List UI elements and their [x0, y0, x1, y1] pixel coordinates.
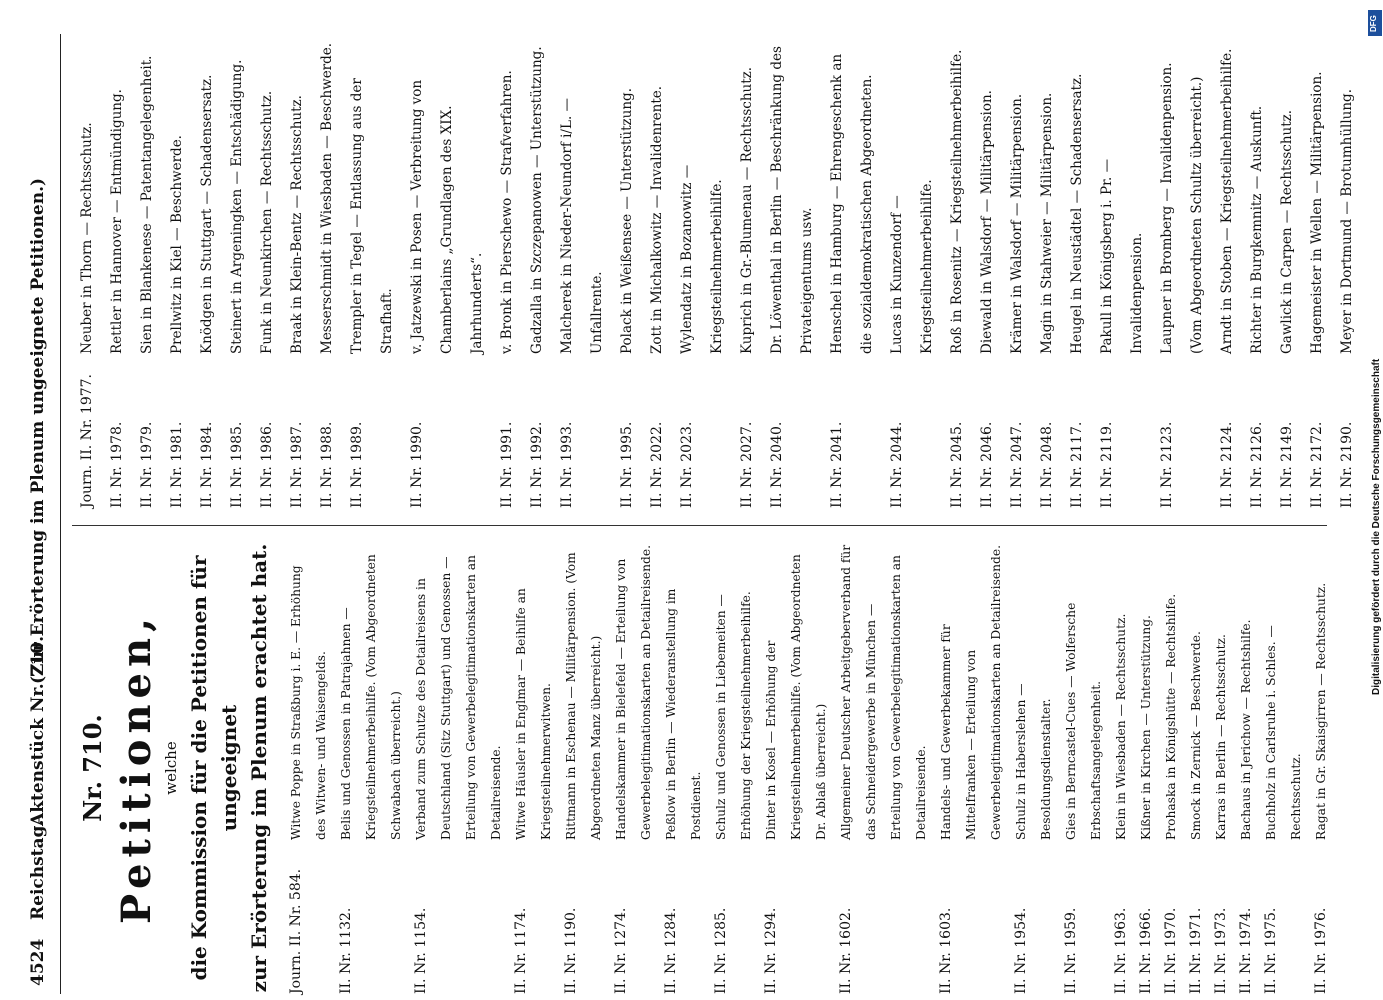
petition-entry [252, 34, 282, 508]
petition-reference: II. Nr. 2124. [1219, 421, 1235, 508]
petition-entry [1209, 542, 1234, 994]
petition-text: Belis und Genossen in Patrajahnen — Kriegsteilnehmerbeihilfe. (Vom Abgeordneten Schwabach überreicht.) [339, 554, 403, 840]
petition-text: Laupner in Bromberg — Invalidenpension. (Vom Abgeordneten Schultz überreicht.) [1159, 62, 1205, 354]
petition-reference: II. Nr. 1966. [1138, 907, 1154, 994]
petition-text: Messerschmidt in Wiesbaden — Beschwerde. [319, 42, 335, 354]
petition-text: Gies in Berncastel-Cues — Wolfersche Erbschaftsangelegenheit. [1064, 602, 1103, 840]
petition-reference: II. Nr. 1995. [619, 421, 635, 508]
petition-reference: II. Nr. 1990. [409, 421, 425, 508]
petition-reference: II. Nr. 1991. [499, 421, 515, 508]
petition-entry [709, 542, 759, 994]
petition-text: Bachaus in Jerichow — Rechtshilfe. [1239, 619, 1253, 840]
petition-reference: II. Nr. 1973. [1213, 907, 1229, 994]
heading-line-1: die Kommission für die Petitionen für ungeeignet [187, 555, 241, 981]
petition-text: Prellwitz in Kiel — Beschwerde. [169, 135, 185, 354]
page-header [14, 34, 61, 994]
petition-reference: Journ. II. Nr. 1977. [79, 373, 95, 508]
petition-entry [1062, 34, 1092, 508]
petition-reference: II. Nr. 1976. [1313, 907, 1329, 994]
petition-text: Verband zum Schutze des Detailreisens in Deutschland (Sitz Stuttgart) und Genossen — Erteilung von Gewerbelegitimationskarten an Detailreisende. [414, 555, 503, 840]
petition-text: Wylendatz in Bozanowitz — Kriegsteilnehmerbeihilfe. [679, 164, 725, 354]
petition-entry [882, 34, 942, 508]
petition-entry [102, 34, 132, 508]
petition-entry [934, 542, 1009, 994]
petition-entry [312, 34, 342, 508]
left-column [72, 542, 1334, 994]
petition-text: Diewald in Walsdorf — Militärpension. [979, 90, 995, 354]
header-title: (Zur Erörterung im Plenum ungeeignete Petitionen.) [28, 177, 48, 684]
petition-entry [759, 542, 834, 994]
petition-text: Dr. Löwenthal in Berlin — Beschränkung des Privateigentums usw. [769, 46, 815, 354]
petition-text: Neuber in Thorn — Rechtsschutz. [79, 122, 95, 354]
petition-reference: II. Nr. 1993. [559, 421, 575, 508]
petition-reference: II. Nr. 1274. [613, 907, 629, 994]
petition-reference: II. Nr. 2190. [1339, 421, 1355, 508]
petition-reference: II. Nr. 2126. [1249, 421, 1265, 508]
heading-welche: welche [162, 741, 180, 795]
petition-reference: II. Nr. 1986. [259, 421, 275, 508]
petition-entry [1109, 542, 1134, 994]
petition-text: Karras in Berlin — Rechtsschutz. [1214, 634, 1228, 840]
petition-entry [222, 34, 252, 508]
petition-text: Kuprich in Gr.-Blumenau — Rechtsschutz. [739, 66, 755, 354]
petition-entry [402, 34, 492, 508]
petition-reference: II. Nr. 2119. [1099, 421, 1115, 508]
petition-entry [1212, 34, 1242, 508]
petition-text: Polack in Weißensee — Unterstützung. [619, 88, 635, 354]
petition-reference: II. Nr. 1963. [1113, 907, 1129, 994]
petition-reference: II. Nr. 1971. [1188, 907, 1204, 994]
petition-entry [492, 34, 522, 508]
petition-entry [552, 34, 612, 508]
petition-reference: II. Nr. 1992. [529, 421, 545, 508]
petition-entry [1259, 542, 1309, 994]
petition-reference: II. Nr. 1603. [938, 907, 954, 994]
petition-text: Kißner in Kirchen — Unterstützung. [1139, 615, 1153, 840]
petition-text: Rettler in Hannover — Entmündigung. [109, 89, 125, 354]
petition-reference: II. Nr. 1987. [289, 421, 305, 508]
petition-text: Lucas in Kunzendorf — Kriegsteilnehmerbeihilfe. [889, 179, 935, 354]
petition-text: Richter in Burgkemnitz — Auskunft. [1249, 105, 1265, 354]
petition-text: Trempler in Tegel — Entlassung aus der Strafhaft. [349, 78, 395, 354]
petition-text: Gawlick in Carpen — Rechtsschutz. [1279, 109, 1295, 354]
petition-reference: II. Nr. 1959. [1063, 907, 1079, 994]
credit-text: Digitalisierung gefördert durch die Deutsche Forschungsgemeinschaft [1371, 358, 1382, 695]
petition-reference: II. Nr. 2123. [1159, 421, 1175, 508]
petition-reference: II. Nr. 2022. [649, 421, 665, 508]
petition-entry [732, 34, 762, 508]
petition-text: Steinert in Argeningken — Entschädigung. [229, 59, 245, 354]
petition-text: Funk in Neunkirchen — Rechtsschutz. [259, 90, 275, 354]
petition-text: Schulz und Genossen in Liebemeiten — Erhöhung der Kriegsteilnehmerbeihilfe. [714, 591, 753, 840]
petition-entry [409, 542, 509, 994]
heading-line-2: zur Erörterung im Plenum erachtet hat. [247, 543, 271, 993]
petition-reference: II. Nr. 1979. [139, 421, 155, 508]
petition-reference: II. Nr. 2023. [679, 421, 695, 508]
petition-text: Meyer in Dortmund — Brotumhüllung. [1339, 89, 1355, 354]
petition-entry [672, 34, 732, 508]
heading-number: Nr. 710. [78, 714, 107, 822]
petition-reference: II. Nr. 1132. [338, 907, 354, 994]
petition-entry [1272, 34, 1302, 508]
petition-reference: II. Nr. 2040. [769, 421, 785, 508]
petition-entry [1242, 34, 1272, 508]
petition-reference: II. Nr. 1978. [109, 421, 125, 508]
petition-reference: Journ. II. Nr. 584. [288, 868, 304, 994]
petition-text: Knödgen in Stuttgart — Schadensersatz. [199, 74, 215, 354]
petition-text: Sien in Blankenese — Patentangelegenheit. [139, 55, 155, 354]
petition-text: Smock in Zernick — Beschwerde. [1189, 631, 1203, 840]
petition-text: Krämer in Walsdorf — Militärpension. [1009, 93, 1025, 354]
petition-reference: II. Nr. 1984. [199, 421, 215, 508]
petition-entry [162, 34, 192, 508]
petition-entry [132, 34, 162, 508]
petition-reference: II. Nr. 2048. [1039, 421, 1055, 508]
petition-reference: II. Nr. 1975. [1263, 907, 1279, 994]
petition-entry [192, 34, 222, 508]
petition-entry [1234, 542, 1259, 994]
petition-reference: II. Nr. 1970. [1163, 907, 1179, 994]
left-entry-list [284, 542, 1334, 994]
column-divider [72, 525, 1327, 526]
petition-text: Buchholz in Carlsruhe i. Schles. — Rechtsschutz. [1264, 625, 1303, 840]
petition-text: v. Jatzewski in Posen — Verbreitung von Chamberlains „Grundlagen des XIX. Jahrhunderts“. [409, 79, 485, 354]
petition-text: Peßlow in Berlin — Wiederanstellung im Postdienst. [664, 588, 703, 840]
petition-text: v. Bronk in Pierschewo — Strafverfahren. [499, 70, 515, 354]
petition-reference: II. Nr. 1154. [413, 907, 429, 994]
petition-text: Witwe Poppe in Straßburg i. E. — Erhöhung des Witwen- und Waisengelds. [289, 565, 328, 840]
section-heading [78, 542, 274, 994]
petition-reference: II. Nr. 2149. [1279, 421, 1295, 508]
petition-text: Rittmann in Eschenau — Militärpension. (Vom Abgeordneten Manz überreicht.) [564, 552, 603, 840]
petition-entry [972, 34, 1002, 508]
petition-entry [282, 34, 312, 508]
petition-reference: II. Nr. 1954. [1013, 907, 1029, 994]
petition-entry [1059, 542, 1109, 994]
petition-entry [612, 34, 642, 508]
petition-entry [609, 542, 659, 994]
header-reichstag: Reichstag. [28, 819, 48, 920]
petition-text: Hagemeister in Wellen — Militärpension. [1309, 71, 1325, 354]
petition-text: Ragat in Gr. Skaisgirren — Rechtsschutz. [1314, 582, 1328, 840]
petition-reference: II. Nr. 1602. [838, 907, 854, 994]
petition-reference: II. Nr. 1284. [663, 907, 679, 994]
petition-text: Handels- und Gewerbekammer für Mittelfranken — Erteilung von Gewerbelegitimationskarten an Detailreisende. [939, 545, 1003, 840]
petition-entry [834, 542, 934, 994]
petition-entry [659, 542, 709, 994]
right-entry-list [72, 34, 1362, 508]
petition-reference: II. Nr. 1985. [229, 421, 245, 508]
petition-text: Gadzalla in Szczepanowen — Unterstützung. [529, 46, 545, 354]
petition-entry [1302, 34, 1332, 508]
petition-entry [522, 34, 552, 508]
petition-reference: II. Nr. 1981. [169, 421, 185, 508]
petition-entry [1152, 34, 1212, 508]
petition-text: Braak in Klein-Bentz — Rechtsschutz. [289, 95, 305, 354]
petition-text: Roß in Rosenitz — Kriegsteilnehmerbeihilfe. [949, 49, 965, 354]
petition-entry [334, 542, 409, 994]
petition-reference: II. Nr. 1974. [1238, 907, 1254, 994]
petition-reference: II. Nr. 2047. [1009, 421, 1025, 508]
header-aktenstueck: Aktenstück Nr. 710. [28, 635, 48, 826]
petition-entry [1032, 34, 1062, 508]
petition-reference: II. Nr. 1174. [513, 907, 529, 994]
petition-entry [1134, 542, 1159, 994]
petition-reference: II. Nr. 1190. [563, 907, 579, 994]
petition-entry [1309, 542, 1334, 994]
petition-reference: II. Nr. 2027. [739, 421, 755, 508]
petition-entry [1009, 542, 1059, 994]
petition-entry [509, 542, 559, 994]
petition-entry [342, 34, 402, 508]
petition-entry [1184, 542, 1209, 994]
petition-text: Prohaska in Königshütte — Rechtshilfe. [1164, 593, 1178, 840]
petition-text: Pakull in Königsberg i. Pr. — Invalidenpension. [1099, 158, 1145, 354]
petition-text: Henschel in Hamburg — Ehrengeschenk an die sozialdemokratischen Abgeordneten. [829, 53, 875, 354]
petition-text: Magin in Stahweier — Militärpension. [1039, 92, 1055, 354]
petition-text: Arndt in Stoben — Kriegsteilnehmerbeihilfe. [1219, 48, 1235, 354]
petition-text: Dinter in Kosel — Erhöhung der Kriegsteilnehmerbeihilfe. (Vom Abgeordneten Dr. Ablaß überreicht.) [764, 554, 828, 840]
right-column [72, 34, 1362, 508]
petition-entry [942, 34, 972, 508]
petition-reference: II. Nr. 2117. [1069, 421, 1085, 508]
petition-entry [762, 34, 822, 508]
petition-text: Witwe Häusler in Englmar — Beihilfe an Kriegsteilnehmerwitwen. [514, 588, 553, 840]
heading-petitionen: Petitionen, [113, 612, 160, 925]
petition-reference: II. Nr. 1989. [349, 421, 365, 508]
petition-entry [284, 542, 334, 994]
petition-text: Allgemeiner Deutscher Arbeitgeberverband für das Schneidergewerbe in München — Erteilung von Gewerbelegitimationskarten an Detailreisende. [839, 544, 928, 840]
document-page [14, 34, 1380, 994]
petition-entry [1092, 34, 1152, 508]
petition-text: Heugel in Neustädtel — Schadensersatz. [1069, 73, 1085, 354]
petition-entry [642, 34, 672, 508]
petition-reference: II. Nr. 1294. [763, 907, 779, 994]
petition-entry [822, 34, 882, 508]
petition-entry [72, 34, 102, 508]
petition-entry [1159, 542, 1184, 994]
petition-text: Handelskammer in Bielefeld — Erteilung von Gewerbelegitimationskarten an Detailreisende. [614, 545, 653, 840]
petition-text: Zott in Michalkowitz — Invalidenrente. [649, 85, 665, 354]
petition-text: Klein in Wiesbaden — Rechtsschutz. [1114, 613, 1128, 840]
petition-entry [559, 542, 609, 994]
petition-reference: II. Nr. 2172. [1309, 421, 1325, 508]
petition-reference: II. Nr. 2046. [979, 421, 995, 508]
petition-text: Malcherek in Nieder-Neundorf i/L. — Unfallrente. [559, 97, 605, 354]
petition-reference: II. Nr. 2044. [889, 421, 905, 508]
petition-reference: II. Nr. 2045. [949, 421, 965, 508]
page-number: 4524 [28, 938, 48, 986]
petition-text: Schulz in Haberslehen — Besoldungsdienstalter. [1014, 683, 1053, 840]
petition-reference: II. Nr. 1988. [319, 421, 335, 508]
petition-reference: II. Nr. 1285. [713, 907, 729, 994]
petition-entry [1002, 34, 1032, 508]
petition-reference: II. Nr. 2041. [829, 421, 845, 508]
dfg-logo: DFG [1368, 10, 1382, 36]
